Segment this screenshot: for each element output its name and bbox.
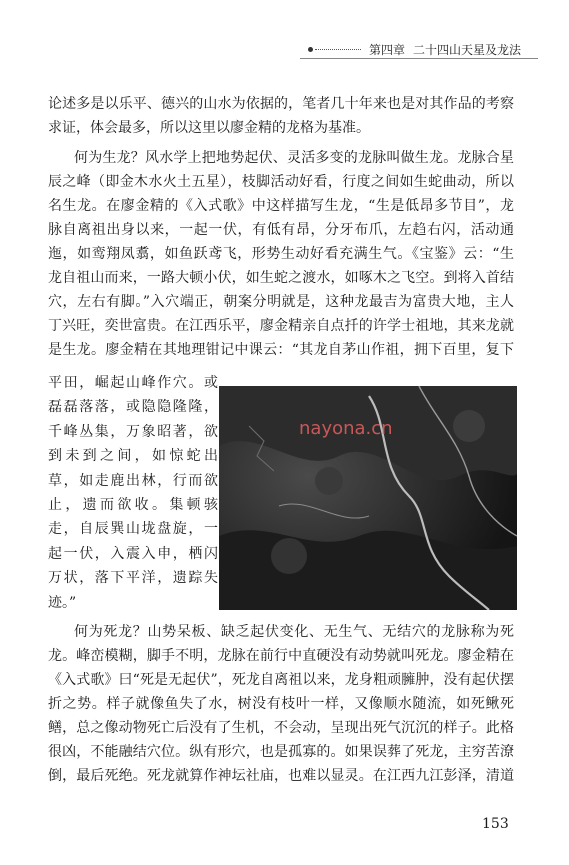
text-line: 到未到之间，如惊蛇出: [48, 448, 218, 465]
text-line: 迹。”: [48, 594, 77, 611]
paragraph-3: [48, 620, 514, 788]
text-line: 何为生龙？风水学上把地势起伏、灵活多变的龙脉叫做生龙。龙脉合星: [74, 150, 514, 166]
text-line: 脉自离祖出身以来，一起一伏，有低有昂，分牙布爪，左趋右闪，活动通: [48, 222, 514, 238]
text-line: 倒，最后死绝。死龙就算作神坛社庙，也难以显灵。在江西九江彭泽，清道: [48, 768, 514, 784]
text-line: 穴，左右有脚。”入穴端正，朝案分明就是，这种龙最吉为富贵大地，主人: [48, 294, 514, 310]
chapter-title: 二十四山天星及龙法: [413, 42, 522, 57]
text-line: 名生龙。在廖金精的《入式歌》中这样描写生龙，“生是低昂多节目”，龙: [48, 198, 514, 214]
header-ornament: [308, 47, 361, 52]
text-line: 走，自辰巽山垅盘旋，一: [48, 521, 218, 538]
chapter-label: 第四章: [369, 42, 406, 57]
text-line: 止，遗而欲收。集顿骇: [48, 497, 218, 514]
text-line: 《入式歌》曰“死是无起伏”，死龙自离祖以来，龙身粗顽臃肿，没有起伏摆: [48, 672, 514, 688]
page-number: 153: [482, 816, 509, 832]
text-line: 磊磊落落，或隐隐隆隆，: [48, 399, 218, 416]
paragraph-2: [48, 146, 514, 362]
text-line: 鳝，总之像动物死亡后没有了生机，不会动，呈现出死气沉沉的样子。此格: [48, 720, 514, 736]
text-line: 折之势。样子就像鱼失了水，树没有枝叶一样，又像顺水随流，如死鳅死: [48, 696, 514, 712]
watermark-text: nayona.cn: [299, 418, 393, 439]
text-line: 论述多是以乐平、德兴的山水为依据的，笔者几十年来也是对其作品的考察: [48, 96, 514, 112]
aerial-terrain-photo: [219, 386, 517, 610]
running-header: [308, 40, 538, 58]
text-line: 万状，落下平洋，遗踪失: [48, 570, 218, 587]
text-line: 求证，体会最多，所以这里以廖金精的龙格为基准。: [48, 120, 370, 136]
paragraph-1: [48, 92, 514, 140]
text-line: 是生龙。廖金精在其地理钳记中课云：“其龙自茅山作祖，拥下百里，复下: [48, 342, 514, 358]
text-line: 龙。峰峦模糊，脚手不明，龙脉在前行中直硬没有动势就叫死龙。廖金精在: [48, 648, 514, 664]
text-line: 平田，崛起山峰作穴。或: [48, 375, 218, 391]
text-line: 何为死龙？山势呆板、缺乏起伏变化、无生气、无结穴的龙脉称为死: [74, 624, 514, 640]
text-line: 龙自祖山而来，一路大顿小伏，如生蛇之渡水，如啄木之飞空。到将入首结: [48, 270, 514, 286]
paragraph-2-wrap: [48, 371, 218, 615]
text-line: 千峰丛集，万象昭著，欲: [48, 423, 218, 440]
text-line: 辰之峰（即金木水火土五星），枝脚活动好看，行度之间如生蛇曲动，所以: [48, 174, 514, 190]
text-line: 起一伏，入震入申，栖闪: [48, 545, 218, 562]
header-rule: [300, 58, 538, 59]
text-line: 丁兴旺，奕世富贵。在江西乐平，廖金精亲自点扦的许学士祖地，其来龙就: [48, 318, 514, 334]
text-line: 很凶，不能融结穴位。纵有形穴，也是孤寡的。如果误葬了死龙，主穷苦潦: [48, 744, 514, 760]
text-line: 草，如走鹿出林，行而欲: [48, 472, 218, 489]
text-line: 迤，如鸾翔凤翥，如鱼跃鸢飞，形势生动好看充满生气。《宝鉴》云：“生: [48, 246, 514, 262]
